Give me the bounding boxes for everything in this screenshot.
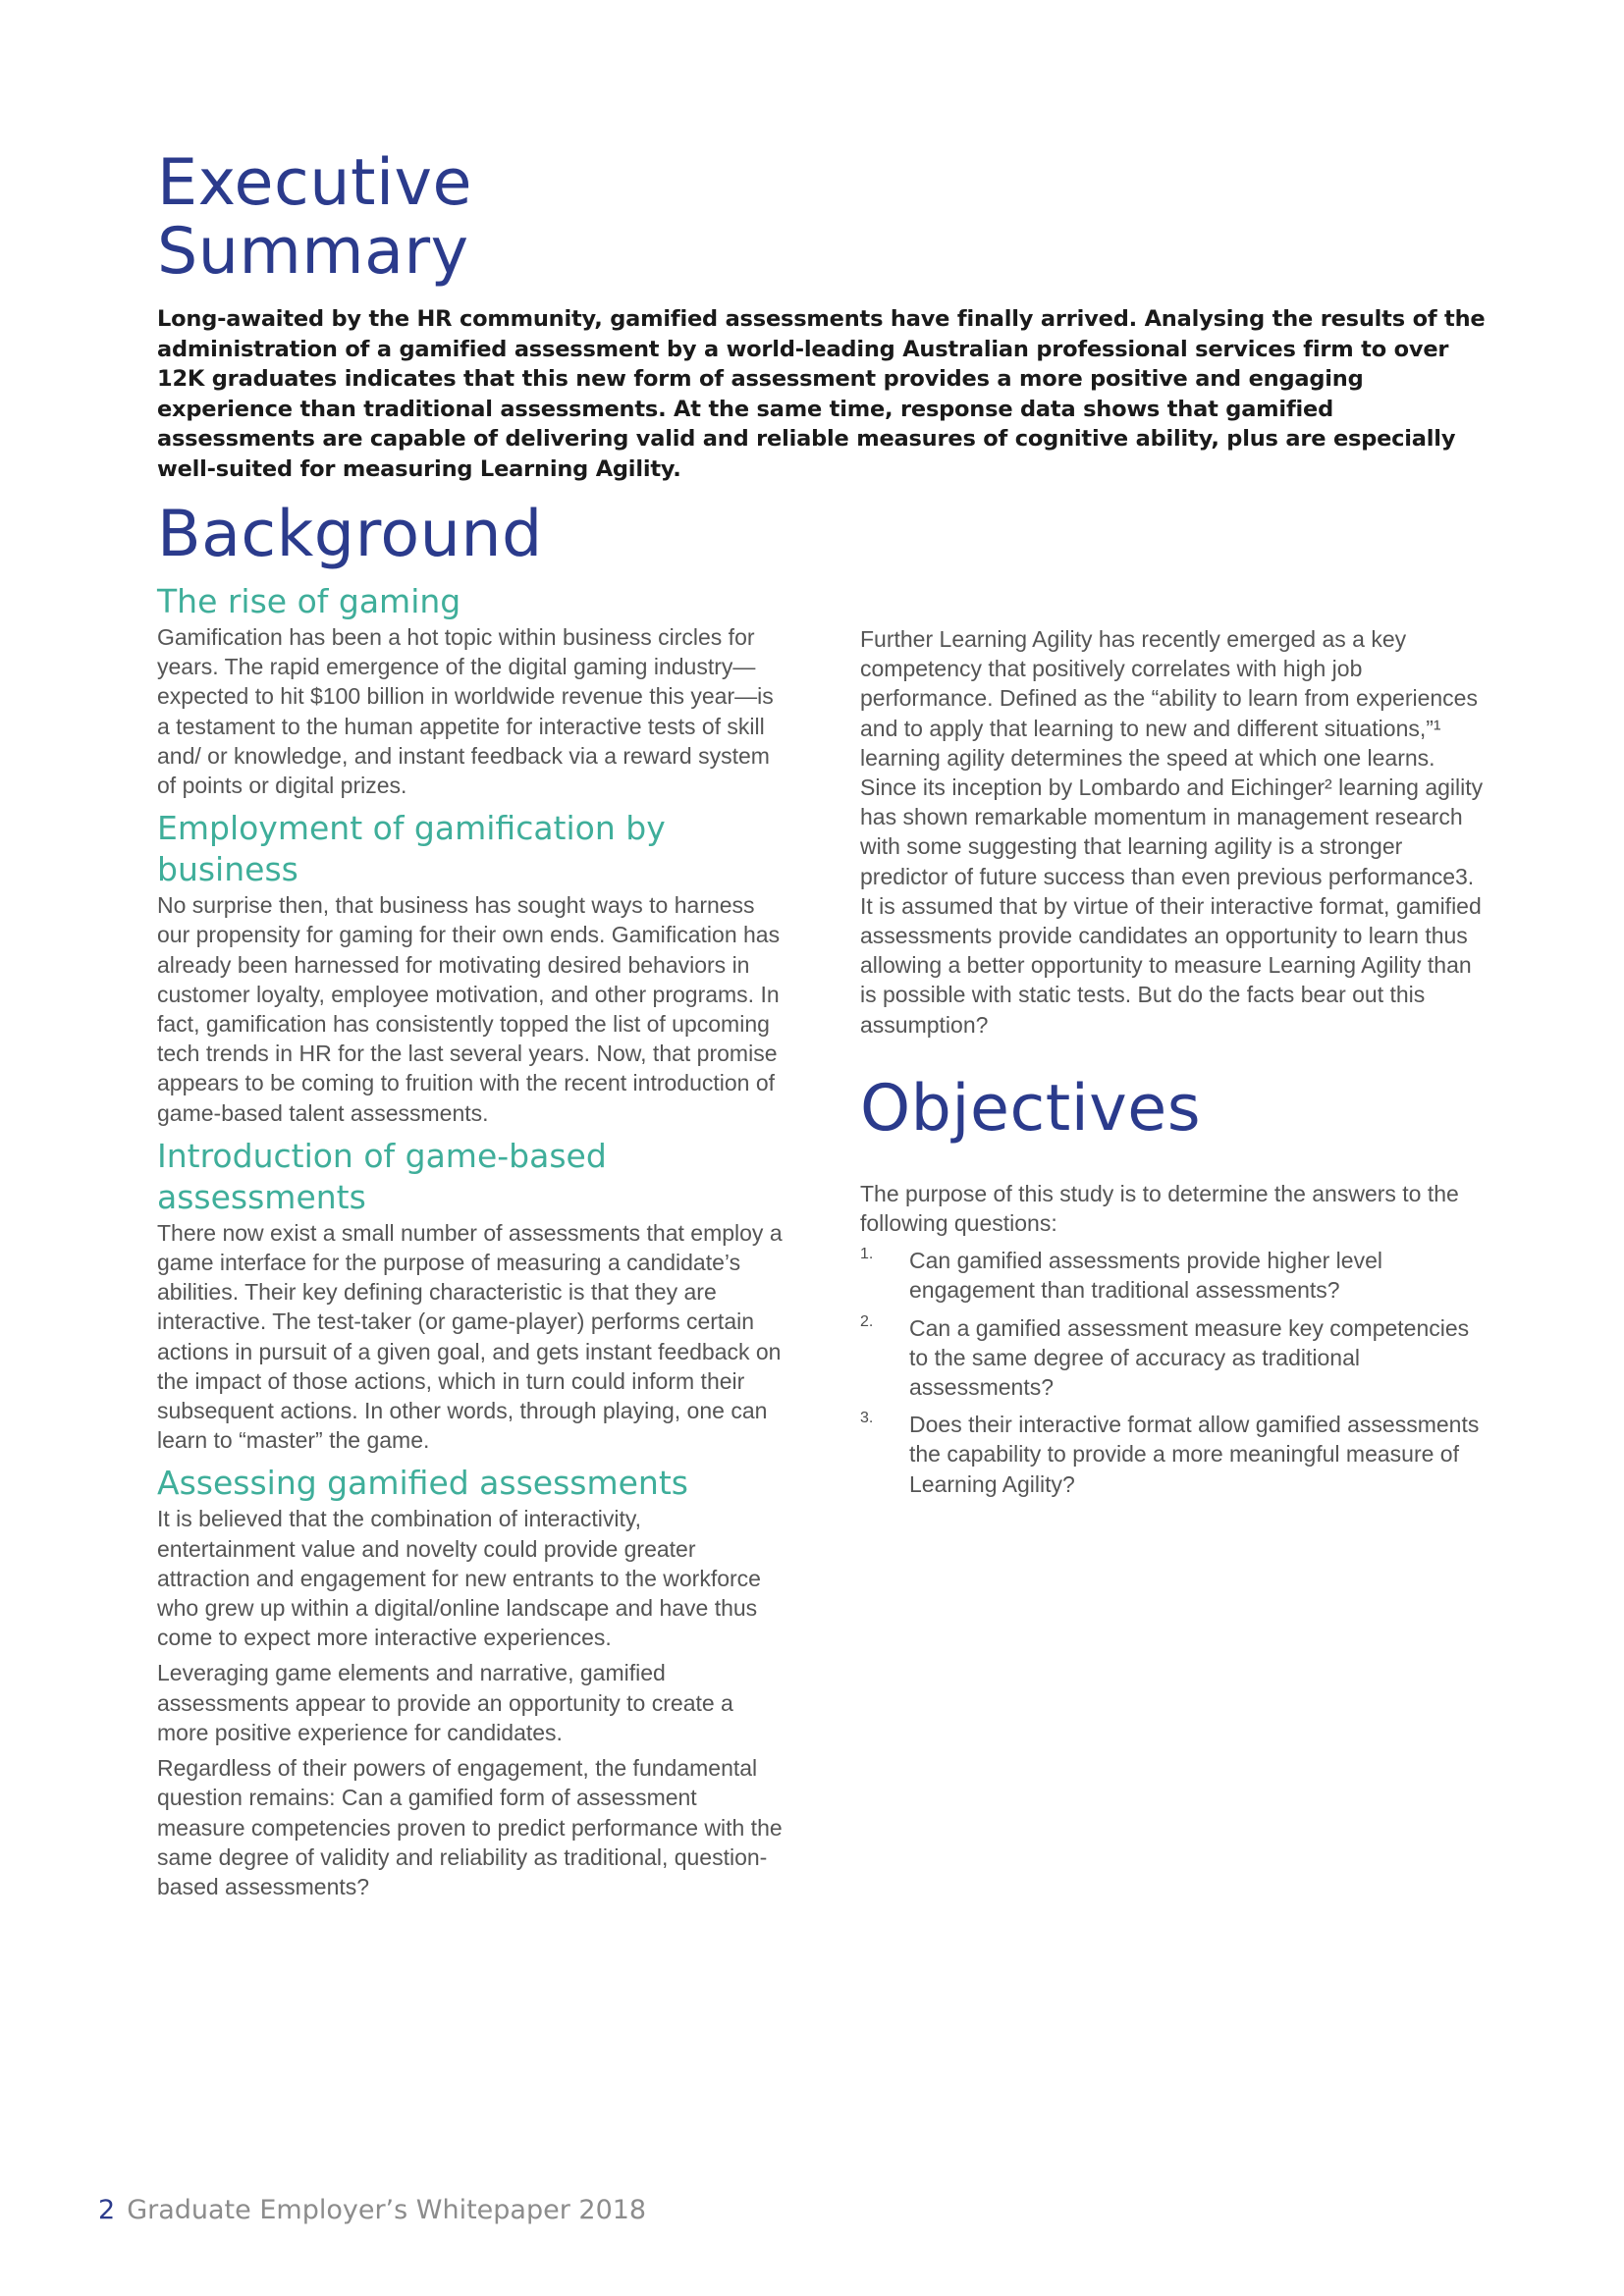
- section-heading-employment-of-gamification: Employment of gamification by business: [157, 809, 666, 889]
- objective-number: 2.: [860, 1312, 874, 1330]
- publication-title: Graduate Employer’s Whitepaper 2018: [127, 2195, 647, 2225]
- objective-item: [860, 1246, 1489, 1305]
- section-heading-assessing-gamified: Assessing gamified assessments: [157, 1464, 688, 1503]
- objectives-list: [860, 1246, 1489, 1499]
- paragraph-introduction-game-based: There now exist a small number of assessments that employ a game interface for the purpose of measuring a candidate’s abilities. Their key defining characteristic is that they are interactive. The test-taker (or game-player) performs certain actions in pursuit of a given goal, and gets instant feedback on the impact of those actions, which in turn could inform their subsequent actions. In other words, through playing, one can learn to “master” the game.: [157, 1219, 783, 1454]
- page-number: 2: [98, 2195, 116, 2225]
- objective-text: Does their interactive format allow gamified assessments the capability to provide a more meaningful measure of Learning Agility?: [909, 1412, 1480, 1497]
- page-footer: [98, 2194, 646, 2227]
- right-column: [860, 624, 1489, 1507]
- executive-summary-intro: Long-awaited by the HR community, gamified assessments have finally arrived. Analysing the results of the administration of a gamified assessment by a world-leading Australian professional services firm to over 12K graduates indicates that this new form of assessment provides a more positive and engaging experience than traditional assessments. At the same time, response data shows that gamified assessments are capable of delivering valid and reliable measures of cognitive ability, plus are especially well-suited for measuring Learning Agility.: [157, 306, 1486, 482]
- objective-text: Can gamified assessments provide higher level engagement than traditional assessments?: [909, 1248, 1382, 1304]
- executive-summary-title: [157, 146, 472, 289]
- executive-summary-title-line2: Summary: [157, 215, 469, 289]
- paragraph-assessing-gamified-1: It is believed that the combination of interactivity, entertainment value and novelty could provide greater attraction and engagement for new entrants to the workforce who grew up within a digital/online landscape and have thus come to expect more interactive experiences.: [157, 1506, 761, 1651]
- section-heading-rise-of-gaming: The rise of gaming: [157, 582, 461, 620]
- paragraph-employment-of-gamification: No surprise then, that business has sought ways to harness our propensity for gaming for their own ends. Gamification has already been harnessed for motivating desired behaviors in customer loyalty, employee motivation, and other programs. In fact, gamification has consistently topped the list of upcoming tech trends in HR for the last several years. Now, that promise appears to be coming to fruition with the recent introduction of game-based talent assessments.: [157, 892, 781, 1126]
- paragraph-rise-of-gaming: Gamification has been a hot topic within business circles for years. The rapid emergence of the digital gaming industry—expected to hit $100 billion in worldwide revenue this year—is a testament to the human appetite for interactive tests of skill and/ or knowledge, and instant feedback via a reward system of points or digital prizes.: [157, 624, 774, 799]
- paragraph-learning-agility: Further Learning Agility has recently emerged as a key competency that positively correlates with high job performance. Defined as the “ability to learn from experiences and to apply that learning to new and different situations,”¹ learning agility determines the speed at which one learns. Since its inception by Lombardo and Eichinger² learning agility has shown remarkable momentum in management research with some suggesting that learning agility is a stronger predictor of future success than even previous performance3. It is assumed that by virtue of their interactive format, gamified assessments provide candidates an opportunity to learn thus allowing a better opportunity to measure Learning Agility than is possible with static tests. But do the facts bear out this assumption?: [860, 626, 1484, 1038]
- objective-number: 3.: [860, 1410, 874, 1427]
- paragraph-assessing-gamified-2: Leveraging game elements and narrative, gamified assessments appear to provide an opportunity to create a more positive experience for candidates.: [157, 1660, 733, 1745]
- objectives-intro: The purpose of this study is to determine the answers to the following questions:: [860, 1180, 1459, 1237]
- objective-text: Can a gamified assessment measure key competencies to the same degree of accuracy as traditional assessments?: [909, 1314, 1470, 1401]
- executive-summary-title-line1: Executive: [157, 146, 472, 220]
- paragraph-assessing-gamified-3: Regardless of their powers of engagement, the fundamental question remains: Can a gamified form of assessment measure competencies proven to predict performance with the same degree of validity and reliability as traditional, question-based assessments?: [157, 1755, 783, 1899]
- objective-item: [860, 1313, 1489, 1403]
- left-column: [157, 581, 785, 1907]
- objective-number: 1.: [860, 1246, 874, 1263]
- section-heading-introduction-game-based: Introduction of game-based assessments: [157, 1136, 607, 1216]
- objective-item: [860, 1410, 1489, 1499]
- objectives-title: Objectives: [860, 1071, 1202, 1146]
- background-title: Background: [157, 498, 543, 571]
